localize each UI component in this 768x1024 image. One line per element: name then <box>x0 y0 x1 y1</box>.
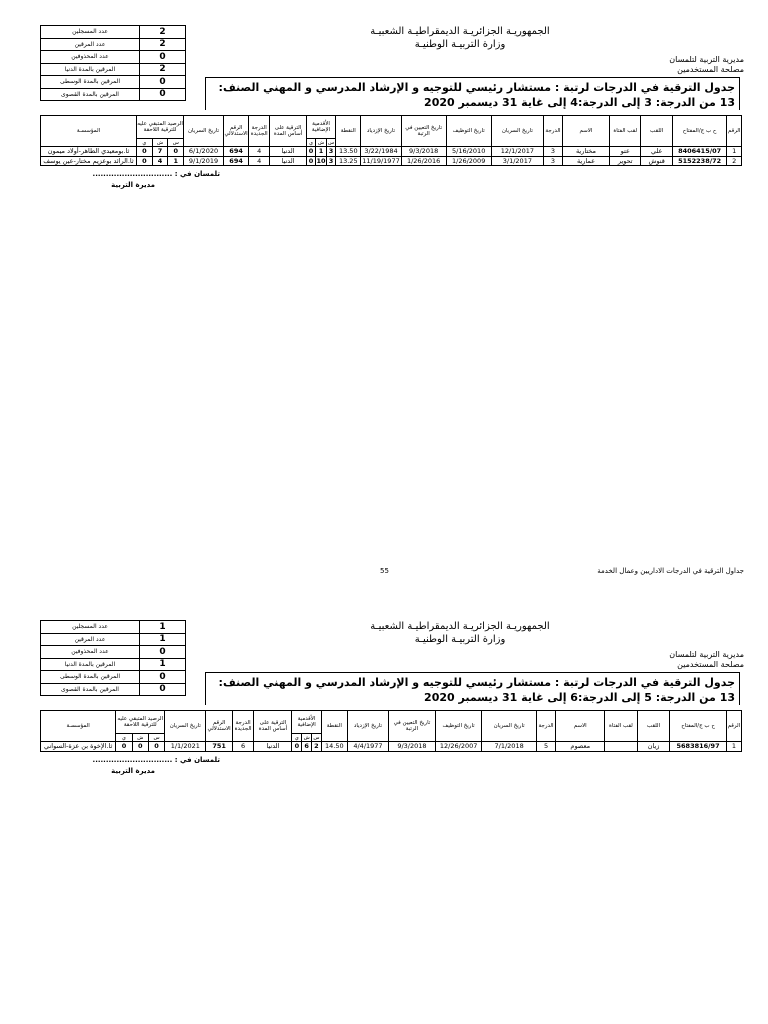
stats-label: عدد المرقين <box>41 38 140 51</box>
column-header: تاريخ التوظيف <box>446 116 491 147</box>
stats-row <box>41 683 186 696</box>
signature-place: تلمسان في : .............................. <box>92 170 220 178</box>
table-cell: 5/16/2010 <box>446 147 491 157</box>
republic-header: الجمهوريـة الجزائريـة الديمقراطيـة الشعبيـة <box>370 26 550 37</box>
column-header: المؤسسـة <box>41 711 116 742</box>
table-cell: 0 <box>116 742 132 752</box>
column-header: الرصيد المتبقي عليه للترقية اللاحقة <box>116 711 165 734</box>
table-cell: 3 <box>326 147 335 157</box>
table-row <box>41 147 742 157</box>
stats-label: عدد المحذوفين <box>41 51 140 64</box>
table-cell: 0 <box>137 156 153 166</box>
column-header: الاسم <box>562 116 609 147</box>
column-header: الترقية على أساس المدة <box>270 116 307 147</box>
column-header: تاريخ السريان <box>165 711 206 742</box>
column-header: تاريخ الإزدياد <box>347 711 388 742</box>
table-cell: 2 <box>727 156 742 166</box>
table-cell: قنوش <box>641 156 672 166</box>
table-cell: 9/3/2018 <box>401 147 446 157</box>
table-cell: 7 <box>152 147 168 157</box>
table-cell: الدنيا <box>270 147 307 157</box>
signature-place: تلمسان في : .............................. <box>92 756 220 764</box>
stats-label: المرقين بالمدة الدنيا <box>41 658 140 671</box>
column-header: الدرجة الجديدة <box>232 711 254 742</box>
stats-row <box>41 671 186 684</box>
subheader-cell: ش <box>316 139 327 147</box>
column-header: اللقب <box>637 711 670 742</box>
table-cell: 3 <box>544 156 563 166</box>
table-cell: 0 <box>137 147 153 157</box>
subheader-cell: س <box>327 139 335 146</box>
stats-label: المرقين بالمدة القصوى <box>41 88 140 101</box>
table-cell: 13.50 <box>336 147 361 157</box>
column-header: الدرجة <box>536 711 556 742</box>
subheader-cell: ي <box>306 139 315 147</box>
subheader-cell: ش <box>132 734 148 742</box>
stats-row <box>41 63 186 76</box>
column-header: المؤسسـة <box>41 116 137 147</box>
table-row <box>41 156 742 166</box>
page-number: 55 <box>380 567 389 575</box>
stats-label: المرقين بالمدة الدنيا <box>41 63 140 76</box>
table-cell: 694 <box>223 156 248 166</box>
header-row <box>41 711 742 734</box>
column-header: لقب الفتاة <box>610 116 641 147</box>
signature-title: مديرة التربية <box>111 767 155 775</box>
republic-header: الجمهوريـة الجزائريـة الديمقراطيـة الشعبيـة <box>370 621 550 632</box>
subheader-cell: ش <box>152 139 168 147</box>
table-cell: 0 <box>306 156 315 166</box>
column-header: الدرجة الجديدة <box>249 116 270 147</box>
table-cell: 4/4/1977 <box>347 742 388 752</box>
stats-value: 1 <box>140 621 186 634</box>
promotion-table <box>40 115 742 166</box>
subheader-cell: ي <box>137 139 153 147</box>
column-header: لقب الفتاة <box>605 711 638 742</box>
table-cell: 1/26/2016 <box>401 156 446 166</box>
ministry-header: وزارة التربيـة الوطنيـة <box>414 634 506 645</box>
column-header: تاريخ الإزدياد <box>361 116 401 147</box>
running-title: جداول الترقية في الدرجات الاداريين وعمال الخدمة <box>597 567 744 575</box>
stats-value: 2 <box>140 38 186 51</box>
stats-row <box>41 658 186 671</box>
table-cell: 0 <box>292 742 302 752</box>
table-title: جدول الترقية في الدرجات لرتبة : مستشار رئيسي للتوجيه و الإرشاد المدرسي و المهني الصنف: 13 من الدرجة: 3 إلى الدرجة:4 إلى غاية 31 ديسمبر 2020 <box>205 77 740 110</box>
table-cell: 0 <box>168 147 184 157</box>
subheader-cell: س <box>168 139 184 147</box>
stats-value: 1 <box>140 658 186 671</box>
column-header: تاريخ السريان <box>482 711 536 742</box>
table-cell: 11/19/1977 <box>362 156 400 165</box>
column-header: تاريخ التعيين في الرتبة <box>389 711 436 742</box>
table-cell: 12/1/2017 <box>491 147 543 157</box>
table-cell: الدنيا <box>254 742 292 752</box>
stats-table <box>40 25 186 101</box>
table-cell: 3 <box>544 147 563 157</box>
table-cell: ثا.بومعيدي الطاهر-أولاد ميمون <box>41 147 137 157</box>
table-cell: عتو <box>610 147 641 157</box>
stats-row <box>41 88 186 101</box>
table-cell: معصوم <box>556 742 605 752</box>
stats-value: 0 <box>140 646 186 659</box>
service-label: مصلحة المستخدمين <box>677 65 744 74</box>
column-header: ح ب ج/المفتاح <box>672 116 726 147</box>
directorate-label: مديرية التربية لتلمسان <box>669 55 744 64</box>
stats-row <box>41 26 186 39</box>
table-cell: 13.25 <box>336 156 361 166</box>
table-cell <box>605 742 638 752</box>
table-cell: علي <box>641 147 672 157</box>
subheader-cell: س <box>313 734 320 741</box>
stats-row <box>41 51 186 64</box>
table-title: جدول الترقية في الدرجات لرتبة : مستشار رئيسي للتوجيه و الإرشاد المدرسي و المهني الصنف: 13 من الدرجة: 5 إلى الدرجة:6 إلى غاية 31 ديسمبر 2020 <box>205 672 740 705</box>
stats-row <box>41 646 186 659</box>
stats-row <box>41 76 186 89</box>
stats-row <box>41 38 186 51</box>
stats-value: 0 <box>140 51 186 64</box>
ministry-header: وزارة التربيـة الوطنيـة <box>414 39 506 50</box>
table-cell: 3 <box>326 156 335 166</box>
header-row <box>41 116 742 139</box>
stats-label: عدد المرقين <box>41 633 140 646</box>
table-cell: 0 <box>148 742 164 752</box>
column-header: الأقدمية الإضافية <box>306 116 335 139</box>
table-row <box>41 742 742 752</box>
table-cell: 6 <box>302 742 312 752</box>
promotion-table <box>40 710 742 752</box>
table-cell: 3/22/1984 <box>361 147 401 157</box>
column-header: الرقم الاستدلالي <box>223 116 248 147</box>
column-header: الرقم الاستدلالي <box>206 711 232 742</box>
stats-row <box>41 633 186 646</box>
table-cell: 751 <box>206 742 232 752</box>
stats-label: عدد المسجلين <box>41 26 140 39</box>
column-header: ح ب ج/المفتاح <box>670 711 726 742</box>
table-cell: مختارية <box>562 147 609 157</box>
table-cell: 1 <box>168 156 184 166</box>
column-header: الأقدمية الإضافية <box>292 711 321 734</box>
table-cell: 8406415/07 <box>672 147 726 157</box>
column-header: الدرجة <box>544 116 563 147</box>
stats-value: 0 <box>140 683 186 696</box>
stats-value: 2 <box>140 63 186 76</box>
subheader-cell: ش <box>303 734 310 741</box>
table-cell: 7/1/2018 <box>482 742 536 752</box>
stats-value: 0 <box>140 671 186 684</box>
table-cell: 1/26/2009 <box>446 156 491 166</box>
column-header: النقطة <box>336 116 361 147</box>
table-cell: 1 <box>316 147 327 157</box>
column-header: تاريخ التوظيف <box>435 711 482 742</box>
table-cell: 5152238/72 <box>672 156 726 166</box>
table-cell: ثا.الإخوة بن عزة-السواني <box>41 742 116 752</box>
table-cell: 1 <box>726 742 741 752</box>
stats-value: 2 <box>140 26 186 39</box>
table-cell: 12/26/2007 <box>435 742 482 752</box>
table-cell: 2 <box>312 742 322 752</box>
subheader-cell: ي <box>292 734 302 742</box>
table-cell: 694 <box>223 147 248 157</box>
table-cell: 4 <box>249 147 270 157</box>
directorate-label: مديرية التربية لتلمسان <box>669 650 744 659</box>
table-cell: 14.50 <box>321 742 347 752</box>
column-header: الاسم <box>556 711 605 742</box>
table-cell: 4 <box>249 156 270 166</box>
stats-value: 0 <box>140 76 186 89</box>
table-cell: 9/3/2018 <box>389 742 436 752</box>
column-header: تاريخ التعيين في الرتبة <box>401 116 446 147</box>
stats-value: 0 <box>140 88 186 101</box>
table-cell: 3/1/2017 <box>491 156 543 166</box>
table-cell: عمارية <box>562 156 609 166</box>
table-cell: 6 <box>232 742 254 752</box>
table-cell: 4 <box>152 156 168 166</box>
column-header: الرقم <box>726 711 741 742</box>
table-cell: الدنيا <box>270 156 307 166</box>
table-cell: 5 <box>536 742 556 752</box>
column-header: الترقية على أساس المدة <box>254 711 292 742</box>
table-cell: تحوير <box>610 156 641 166</box>
signature-title: مديرة التربية <box>111 181 155 189</box>
stats-value: 1 <box>140 633 186 646</box>
subheader-cell: ي <box>116 734 132 742</box>
column-header: النقطة <box>321 711 347 742</box>
column-header: الرقم <box>727 116 742 147</box>
stats-label: المرقين بالمدة الوسطى <box>41 671 140 684</box>
stats-label: عدد المسجلين <box>41 621 140 634</box>
table-cell: 0 <box>306 147 315 157</box>
column-header: تاريخ السريان <box>491 116 543 147</box>
column-header: الرصيد المتبقي عليه للترقية اللاحقة <box>137 116 184 139</box>
table-cell: 1 <box>727 147 742 157</box>
table-cell: 5683816/97 <box>670 742 726 752</box>
stats-table <box>40 620 186 696</box>
table-cell: 0 <box>132 742 148 752</box>
stats-label: عدد المحذوفين <box>41 646 140 659</box>
column-header: اللقب <box>641 116 672 147</box>
subheader-cell: س <box>148 734 164 742</box>
stats-label: المرقين بالمدة الوسطى <box>41 76 140 89</box>
table-cell: 9/1/2019 <box>184 156 224 166</box>
table-cell: ثا.الرائد بوعزيم مختار-عين يوسف <box>41 156 137 166</box>
table-cell: 6/1/2020 <box>184 147 224 157</box>
column-header: تاريخ السريان <box>184 116 224 147</box>
table-cell: 1/1/2021 <box>165 742 206 752</box>
stats-label: المرقين بالمدة القصوى <box>41 683 140 696</box>
stats-row <box>41 621 186 634</box>
service-label: مصلحة المستخدمين <box>677 660 744 669</box>
table-cell: زيان <box>637 742 670 752</box>
table-cell: 10 <box>316 156 326 165</box>
